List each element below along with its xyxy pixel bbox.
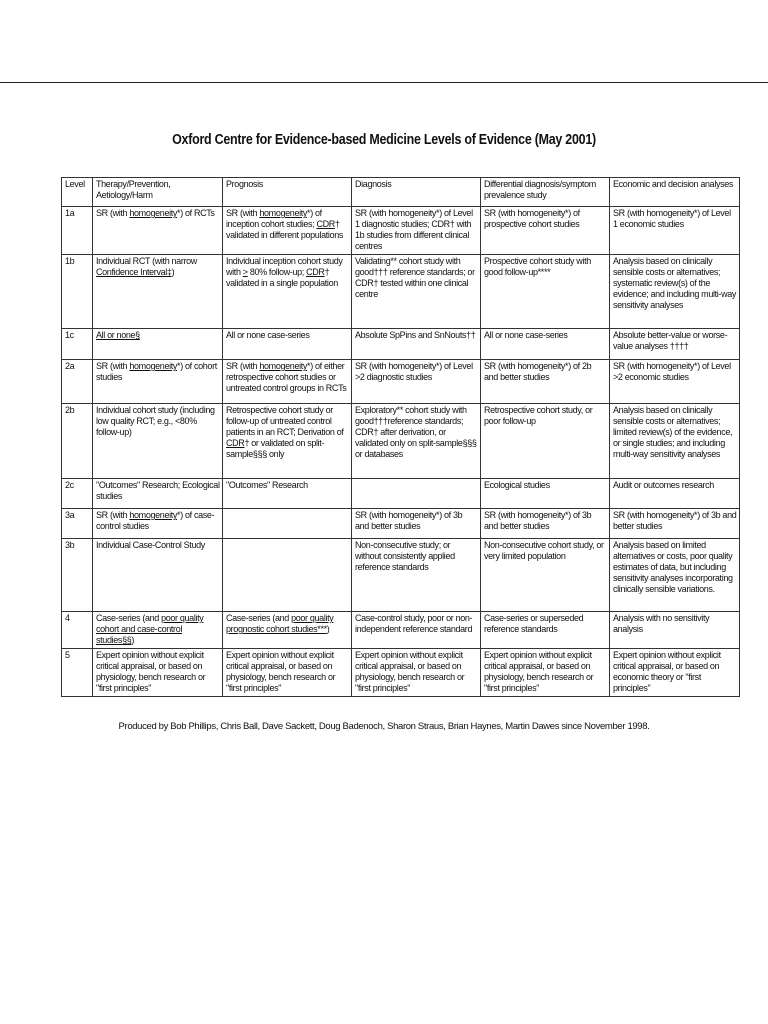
prognosis-cell — [223, 207, 352, 255]
ddx-cell — [481, 329, 610, 360]
underlined-text: poor quality cohort and case-control studies§§ — [96, 613, 204, 645]
diagnosis-cell — [352, 255, 481, 329]
therapy-cell — [93, 612, 223, 649]
cell-text: Ecological studies — [484, 480, 550, 490]
prognosis-cell — [223, 509, 352, 539]
economic-cell — [610, 329, 740, 360]
ddx-cell — [481, 207, 610, 255]
cell-text: All or none case-series — [226, 330, 310, 340]
cell-text: † validated in a single population — [226, 267, 338, 288]
cell-text: Individual cohort study (including low quality RCT; e.g., <80% follow-up) — [96, 405, 215, 437]
underlined-text: homogeneity — [259, 361, 308, 371]
level-cell: 1a — [62, 207, 93, 255]
ddx-cell — [481, 479, 610, 509]
cell-text: Expert opinion without explicit critical appraisal, or based on physiology, bench research or "first principles" — [96, 650, 206, 693]
cell-text: SR (with homogeneity*) of 2b and better studies — [484, 361, 592, 382]
table-row — [62, 404, 740, 479]
cell-text: SR (with homogeneity*) of Level 1 diagnostic studies; CDR† with 1b studies from different clinical centres — [355, 208, 473, 251]
cell-text: Case-series (and — [226, 613, 292, 623]
cell-text: SR (with — [96, 510, 130, 520]
diagnosis-cell — [352, 329, 481, 360]
prognosis-cell — [223, 360, 352, 404]
table-row — [62, 612, 740, 649]
prognosis-cell — [223, 539, 352, 612]
therapy-cell — [93, 360, 223, 404]
cell-text: Analysis based on limited alternatives or costs, poor quality estimates of data, but including sensitivity analyses incorporating clinically sensible variations. — [613, 540, 733, 594]
diagnosis-cell — [352, 509, 481, 539]
underlined-text: CDR — [306, 267, 325, 277]
therapy-cell — [93, 649, 223, 697]
economic-cell — [610, 509, 740, 539]
economic-cell — [610, 207, 740, 255]
cell-text: SR (with homogeneity*) of Level >2 diagnostic studies — [355, 361, 473, 382]
cell-text: SR (with — [226, 208, 260, 218]
level-cell: 3a — [62, 509, 93, 539]
ddx-cell — [481, 509, 610, 539]
cell-text: SR (with homogeneity*) of Level >2 economic studies — [613, 361, 731, 382]
table-row — [62, 539, 740, 612]
cell-text: Retrospective cohort study, or poor follow-up — [484, 405, 593, 426]
therapy-cell — [93, 207, 223, 255]
cell-text: Expert opinion without explicit critical appraisal, or based on economic theory or "first principles" — [613, 650, 721, 693]
cell-text: Absolute SpPins and SnNouts†† — [355, 330, 476, 340]
level-cell: 1c — [62, 329, 93, 360]
cell-text: Expert opinion without explicit critical appraisal, or based on physiology, bench research or "first principles" — [355, 650, 465, 693]
cell-text: Analysis based on clinically sensible costs or alternatives; limited review(s) of the evidence, or single studies; and including multi-way sensitivity analyses — [613, 405, 733, 459]
cell-text: *) of cohort studies — [96, 361, 217, 382]
underlined-text: All or none§ — [96, 330, 140, 340]
level-cell: 2b — [62, 404, 93, 479]
ddx-cell — [481, 539, 610, 612]
prognosis-cell — [223, 255, 352, 329]
economic-cell — [610, 479, 740, 509]
cell-text: SR (with — [96, 361, 130, 371]
cell-text: "Outcomes" Research; Ecological studies — [96, 480, 220, 501]
cell-text: † validated in different populations — [226, 219, 344, 240]
cell-text: Retrospective cohort study or follow-up of untreated control patients in an RCT; Derivation of — [226, 405, 344, 437]
cell-text: Analysis based on clinically sensible costs or alternatives; systematic review(s) of the evidence; and including multi-way sensitivity analyses — [613, 256, 737, 310]
therapy-cell — [93, 255, 223, 329]
economic-cell — [610, 360, 740, 404]
table-row — [62, 329, 740, 360]
diagnosis-cell — [352, 404, 481, 479]
underlined-text: CDR — [226, 438, 245, 448]
cell-text: SR (with homogeneity*) of 3b and better studies — [355, 510, 463, 531]
cell-text: Individual Case-Control Study — [96, 540, 205, 550]
diagnosis-cell — [352, 539, 481, 612]
underlined-text: > — [242, 267, 248, 277]
cell-text: Case-series or superseded reference standards — [484, 613, 584, 634]
diagnosis-cell — [352, 649, 481, 697]
header-differential-diagnosis: Differential diagnosis/symptom prevalence study — [481, 178, 610, 207]
cell-text: *) of inception cohort studies; — [226, 208, 322, 229]
header-therapy: Therapy/Prevention, Aetiology/Harm — [93, 178, 223, 207]
header-level: Level — [62, 178, 93, 207]
cell-text: Expert opinion without explicit critical appraisal, or based on physiology, bench research or "first principles" — [226, 650, 336, 693]
page-title: Oxford Centre for Evidence-based Medicine Levels of Evidence (May 2001) — [172, 132, 596, 148]
cell-text: Prospective cohort study with good follow-up**** — [484, 256, 591, 277]
prognosis-cell — [223, 329, 352, 360]
therapy-cell — [93, 329, 223, 360]
underlined-text: homogeneity — [129, 510, 178, 520]
cell-text: ) — [171, 267, 175, 277]
cell-text: All or none case-series — [484, 330, 568, 340]
cell-text: ) — [131, 635, 135, 645]
cell-text: Individual RCT (with narrow — [96, 256, 197, 266]
underlined-text: homogeneity — [129, 208, 178, 218]
cell-text: Case-control study, poor or non-independent reference standard — [355, 613, 473, 634]
underlined-text: homogeneity — [259, 208, 308, 218]
header-prognosis: Prognosis — [223, 178, 352, 207]
table-row — [62, 649, 740, 697]
level-cell: 1b — [62, 255, 93, 329]
prognosis-cell — [223, 612, 352, 649]
credits-footer: Produced by Bob Phillips, Chris Ball, Dave Sackett, Doug Badenoch, Sharon Straus, Brian Haynes, Martin Dawes since November 1998. — [118, 721, 650, 732]
cell-text: SR (with homogeneity*) of prospective cohort studies — [484, 208, 580, 229]
header-economic: Economic and decision analyses — [610, 178, 740, 207]
level-cell: 4 — [62, 612, 93, 649]
cell-text: Exploratory** cohort study with good†††reference standards; CDR† after derivation, or validated only on split-sample§§§ or databases — [355, 405, 477, 459]
therapy-cell — [93, 539, 223, 612]
table-row — [62, 360, 740, 404]
cell-text: "Outcomes" Research — [226, 480, 308, 490]
economic-cell — [610, 255, 740, 329]
cell-text: Expert opinion without explicit critical appraisal, or based on physiology, bench research or "first principles" — [484, 650, 594, 693]
economic-cell — [610, 649, 740, 697]
economic-cell — [610, 539, 740, 612]
cell-text: Analysis with no sensitivity analysis — [613, 613, 710, 634]
levels-of-evidence-table — [61, 177, 740, 697]
cell-text: Non-consecutive study; or without consistently applied reference standards — [355, 540, 455, 572]
cell-text: 80% follow-up; — [247, 267, 307, 277]
underlined-text: homogeneity — [129, 361, 178, 371]
table-row — [62, 509, 740, 539]
diagnosis-cell — [352, 612, 481, 649]
header-diagnosis: Diagnosis — [352, 178, 481, 207]
cell-text: ) — [326, 624, 330, 634]
cell-text: SR (with — [96, 208, 130, 218]
level-cell: 2c — [62, 479, 93, 509]
underlined-text: Confidence Interval‡ — [96, 267, 172, 277]
cell-text: † or validated on split-sample§§§ only — [226, 438, 325, 459]
level-cell: 2a — [62, 360, 93, 404]
diagnosis-cell — [352, 207, 481, 255]
cell-text: SR (with — [226, 361, 260, 371]
therapy-cell — [93, 404, 223, 479]
therapy-cell — [93, 479, 223, 509]
cell-text: Individual inception cohort study with — [226, 256, 343, 277]
underlined-text: CDR — [316, 219, 335, 229]
cell-text: Validating** cohort study with good††† reference standards; or CDR† tested within one clinical centre — [355, 256, 475, 299]
underlined-text: poor quality prognostic cohort studies*** — [226, 613, 334, 634]
cell-text: Audit or outcomes research — [613, 480, 714, 490]
prognosis-cell — [223, 404, 352, 479]
cell-text: SR (with homogeneity*) of 3b and better studies — [613, 510, 737, 531]
therapy-cell — [93, 509, 223, 539]
economic-cell — [610, 404, 740, 479]
ddx-cell — [481, 404, 610, 479]
diagnosis-cell — [352, 479, 481, 509]
table-row — [62, 207, 740, 255]
cell-text: *) of case-control studies — [96, 510, 215, 531]
economic-cell — [610, 612, 740, 649]
cell-text: SR (with homogeneity*) of 3b and better studies — [484, 510, 592, 531]
prognosis-cell — [223, 479, 352, 509]
cell-text: Absolute better-value or worse-value analyses †††† — [613, 330, 728, 351]
level-cell: 3b — [62, 539, 93, 612]
table-row — [62, 479, 740, 509]
top-rule — [0, 82, 768, 83]
cell-text: *) of RCTs — [177, 208, 215, 218]
ddx-cell — [481, 649, 610, 697]
ddx-cell — [481, 255, 610, 329]
cell-text: Non-consecutive cohort study, or very limited population — [484, 540, 604, 561]
prognosis-cell — [223, 649, 352, 697]
ddx-cell — [481, 360, 610, 404]
table-header-row — [62, 178, 740, 207]
ddx-cell — [481, 612, 610, 649]
diagnosis-cell — [352, 360, 481, 404]
cell-text: SR (with homogeneity*) of Level 1 economic studies — [613, 208, 731, 229]
cell-text: *) of either retrospective cohort studies or untreated control groups in RCTs — [226, 361, 347, 393]
level-cell: 5 — [62, 649, 93, 697]
table-row — [62, 255, 740, 329]
cell-text: Case-series (and — [96, 613, 162, 623]
